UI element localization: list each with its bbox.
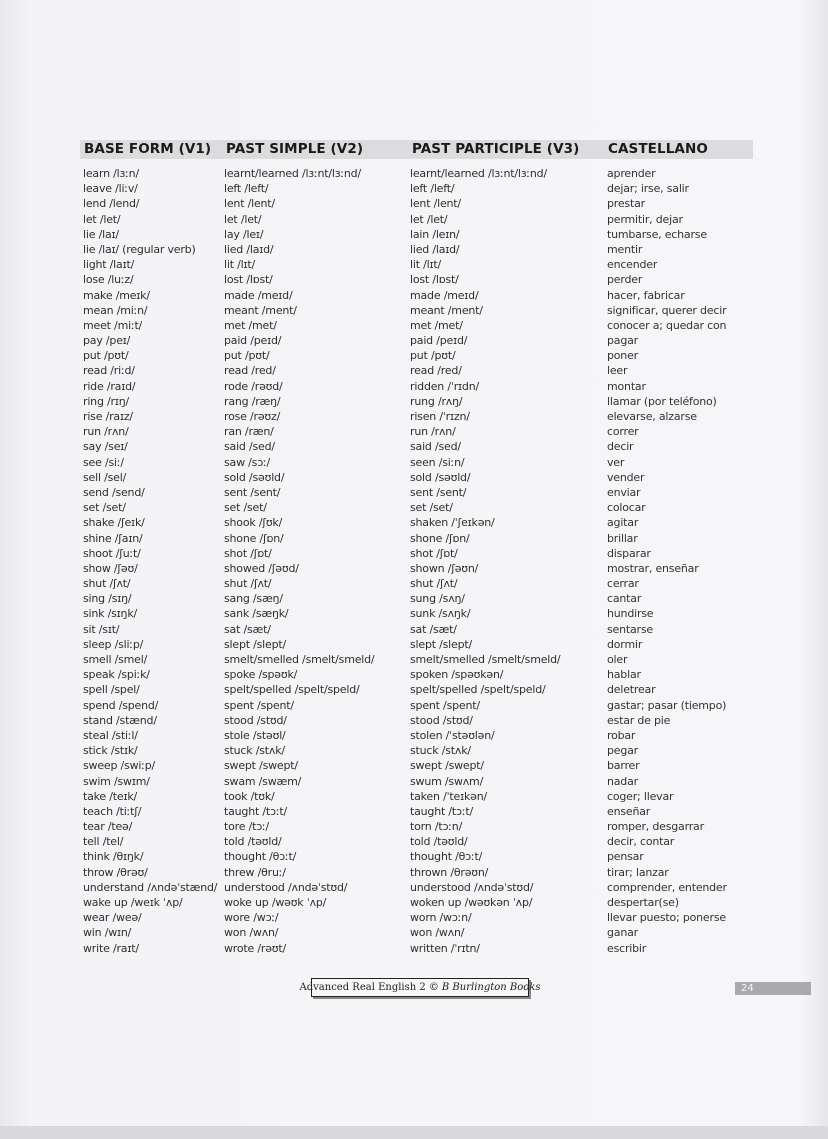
- base-form-cell: tell /tel/: [83, 835, 124, 849]
- base-form-cell: write /raɪt/: [83, 941, 139, 955]
- past-simple-cell: paid /peɪd/: [224, 334, 282, 348]
- castellano-cell: oler: [607, 653, 628, 666]
- past-participle-cell: lied /laɪd/: [410, 242, 460, 256]
- table-row: [0, 288, 828, 303]
- table-row: [0, 348, 828, 363]
- table-row: [0, 698, 828, 713]
- base-form-cell: shut /ʃʌt/: [83, 577, 131, 591]
- base-form-cell: put /pʊt/: [83, 349, 129, 363]
- past-simple-cell: took /tʊk/: [224, 789, 275, 803]
- past-simple-cell: thought /θɔːt/: [224, 850, 297, 864]
- past-participle-cell: taught /tɔːt/: [410, 804, 473, 818]
- table-row: [0, 212, 828, 227]
- past-simple-cell: threw /θruː/: [224, 865, 286, 879]
- table-row: [0, 606, 828, 621]
- past-participle-cell: spelt/spelled /spelt/speld/: [410, 683, 546, 697]
- castellano-cell: perder: [607, 273, 643, 287]
- past-simple-cell: rose /rəʊz/: [224, 410, 281, 423]
- base-form-cell: win /wɪn/: [83, 926, 132, 940]
- table-row: [0, 637, 828, 652]
- table-row: [0, 804, 828, 819]
- base-form-cell: ride /raɪd/: [83, 379, 136, 393]
- castellano-cell: tumbarse, echarse: [607, 227, 707, 241]
- castellano-cell: conocer a; quedar con: [607, 318, 727, 332]
- past-participle-cell: learnt/learned /lɜːnt/lɜːnd/: [410, 167, 547, 180]
- past-participle-cell: met /met/: [410, 318, 463, 332]
- past-simple-cell: won /wʌn/: [224, 926, 279, 940]
- past-simple-cell: lied /laɪd/: [224, 242, 274, 256]
- base-form-cell: lose /luːz/: [83, 273, 134, 287]
- past-participle-cell: seen /siːn/: [410, 455, 465, 469]
- past-simple-cell: stuck /stʌk/: [224, 744, 285, 758]
- table-row: [0, 242, 828, 257]
- table-row: [0, 789, 828, 804]
- past-simple-cell: understood /ʌndəˈstʊd/: [224, 880, 348, 894]
- base-form-cell: sink /sɪŋk/: [83, 607, 137, 621]
- table-row: [0, 196, 828, 211]
- past-participle-cell: worn /wɔːn/: [410, 911, 472, 925]
- past-simple-cell: let /let/: [224, 212, 262, 226]
- past-simple-cell: sank /sæŋk/: [224, 607, 289, 621]
- base-form-cell: lie /laɪ/ (regular verb): [83, 242, 196, 256]
- past-simple-cell: told /təʊld/: [224, 835, 282, 849]
- past-participle-cell: won /wʌn/: [410, 926, 465, 940]
- castellano-cell: robar: [607, 728, 636, 742]
- castellano-cell: mostrar, enseñar: [607, 561, 699, 575]
- castellano-cell: barrer: [607, 759, 640, 773]
- past-participle-cell: sent /sent/: [410, 485, 467, 499]
- book-credit: [299, 978, 541, 997]
- table-row: [0, 667, 828, 682]
- table-row: [0, 622, 828, 637]
- past-simple-cell: lost /lɒst/: [224, 273, 273, 287]
- book-title: Advanced Real English 2 ©: [299, 982, 439, 993]
- past-participle-cell: torn /tɔːn/: [410, 820, 463, 834]
- header-base-form: BASE FORM (V1): [84, 141, 212, 157]
- castellano-cell: decir: [607, 440, 634, 454]
- table-row: [0, 910, 828, 925]
- past-participle-cell: shown /ʃəʊn/: [410, 561, 479, 575]
- base-form-cell: stick /stɪk/: [83, 744, 138, 758]
- castellano-cell: sentarse: [607, 622, 653, 636]
- base-form-cell: smell /smel/: [83, 653, 148, 666]
- castellano-cell: dejar; irse, salir: [607, 182, 689, 196]
- castellano-cell: comprender, entender: [607, 880, 727, 894]
- past-simple-cell: wore /wɔː/: [224, 911, 279, 925]
- past-simple-cell: spoke /spəʊk/: [224, 668, 298, 682]
- table-row: [0, 409, 828, 424]
- castellano-cell: coger; llevar: [607, 789, 674, 803]
- past-simple-cell: learnt/learned /lɜːnt/lɜːnd/: [224, 167, 361, 180]
- past-simple-cell: said /sed/: [224, 440, 275, 454]
- past-simple-cell: shone /ʃɒn/: [224, 531, 284, 545]
- table-row: [0, 849, 828, 864]
- past-participle-cell: spent /spent/: [410, 698, 480, 712]
- past-participle-cell: lent /lent/: [410, 197, 461, 211]
- castellano-cell: ver: [607, 455, 625, 469]
- table-row: [0, 865, 828, 880]
- base-form-cell: wake up /weɪk ˈʌp/: [83, 896, 183, 909]
- table-row: [0, 531, 828, 546]
- table-row: [0, 591, 828, 606]
- past-simple-cell: meant /ment/: [224, 303, 297, 317]
- castellano-cell: despertar(se): [607, 896, 679, 909]
- past-simple-cell: sat /sæt/: [224, 622, 271, 636]
- past-participle-cell: meant /ment/: [410, 303, 483, 317]
- base-form-cell: spell /spel/: [83, 683, 140, 697]
- past-simple-cell: shook /ʃʊk/: [224, 516, 283, 530]
- base-form-cell: lend /lend/: [83, 197, 140, 211]
- castellano-cell: leer: [607, 364, 628, 378]
- table-row: [0, 758, 828, 773]
- base-form-cell: teach /tiːtʃ/: [83, 804, 142, 818]
- base-form-cell: spend /spend/: [83, 698, 159, 712]
- castellano-cell: poner: [607, 349, 638, 363]
- table-row: [0, 227, 828, 242]
- table-row: [0, 774, 828, 789]
- castellano-cell: disparar: [607, 546, 651, 560]
- castellano-cell: enviar: [607, 485, 641, 499]
- castellano-cell: encender: [607, 258, 658, 272]
- table-row: [0, 455, 828, 470]
- castellano-cell: montar: [607, 379, 646, 393]
- base-form-cell: speak /spiːk/: [83, 668, 150, 682]
- past-simple-cell: left /left/: [224, 182, 269, 196]
- past-participle-cell: slept /slept/: [410, 637, 473, 651]
- past-participle-cell: swum /swʌm/: [410, 774, 484, 788]
- table-row: [0, 166, 828, 181]
- past-participle-cell: shaken /ˈʃeɪkən/: [410, 516, 495, 530]
- past-participle-cell: paid /peɪd/: [410, 334, 468, 348]
- castellano-cell: pensar: [607, 850, 644, 864]
- past-participle-cell: stood /stʊd/: [410, 713, 473, 727]
- past-simple-cell: shut /ʃʌt/: [224, 577, 272, 591]
- publisher: B Burlington Books: [441, 982, 541, 993]
- castellano-cell: enseñar: [607, 804, 651, 818]
- base-form-cell: wear /weə/: [83, 911, 142, 925]
- castellano-cell: correr: [607, 425, 639, 439]
- past-simple-cell: showed /ʃəʊd/: [224, 561, 299, 575]
- base-form-cell: sweep /swiːp/: [83, 759, 156, 773]
- past-participle-cell: lit /lɪt/: [410, 258, 441, 272]
- castellano-cell: hundirse: [607, 607, 654, 621]
- base-form-cell: run /rʌn/: [83, 425, 129, 439]
- table-row: [0, 682, 828, 697]
- table-row: [0, 546, 828, 561]
- base-form-cell: show /ʃəʊ/: [83, 561, 138, 575]
- base-form-cell: light /laɪt/: [83, 258, 135, 272]
- castellano-cell: romper, desgarrar: [607, 820, 704, 834]
- base-form-cell: tear /teə/: [83, 820, 133, 834]
- base-form-cell: leave /liːv/: [83, 182, 138, 196]
- base-form-cell: ring /rɪŋ/: [83, 394, 130, 408]
- table-row: [0, 576, 828, 591]
- past-simple-cell: stole /stəʊl/: [224, 728, 286, 742]
- base-form-cell: see /siː/: [83, 455, 124, 469]
- castellano-cell: elevarse, alzarse: [607, 410, 697, 423]
- table-row: [0, 941, 828, 956]
- past-participle-cell: said /sed/: [410, 440, 461, 454]
- castellano-cell: mentir: [607, 242, 643, 256]
- table-row: [0, 257, 828, 272]
- table-row: [0, 713, 828, 728]
- base-form-cell: sleep /sliːp/: [83, 637, 144, 651]
- castellano-cell: deletrear: [607, 683, 656, 697]
- castellano-cell: pagar: [607, 334, 638, 348]
- base-form-cell: shoot /ʃuːt/: [83, 546, 141, 560]
- table-row: [0, 424, 828, 439]
- past-simple-cell: taught /tɔːt/: [224, 804, 287, 818]
- castellano-cell: hablar: [607, 668, 641, 682]
- table-row: [0, 303, 828, 318]
- past-simple-cell: put /pʊt/: [224, 349, 270, 363]
- past-simple-cell: swam /swæm/: [224, 774, 302, 788]
- past-simple-cell: made /meɪd/: [224, 288, 293, 302]
- castellano-cell: escribir: [607, 941, 647, 955]
- past-participle-cell: sold /səʊld/: [410, 470, 471, 484]
- past-simple-cell: lent /lent/: [224, 197, 275, 211]
- past-participle-cell: set /set/: [410, 501, 453, 515]
- past-participle-cell: run /rʌn/: [410, 425, 456, 439]
- past-simple-cell: slept /slept/: [224, 637, 287, 651]
- base-form-cell: sit /sɪt/: [83, 622, 120, 636]
- past-simple-cell: smelt/smelled /smelt/smeld/: [224, 653, 375, 666]
- base-form-cell: throw /θrəʊ/: [83, 865, 148, 879]
- past-simple-cell: woke up /wəʊk ˈʌp/: [224, 896, 327, 909]
- base-form-cell: make /meɪk/: [83, 288, 150, 302]
- table-row: [0, 272, 828, 287]
- past-simple-cell: wrote /rəʊt/: [224, 941, 286, 955]
- castellano-cell: vender: [607, 470, 645, 484]
- past-participle-cell: shone /ʃɒn/: [410, 531, 470, 545]
- past-participle-cell: taken /ˈteɪkən/: [410, 789, 487, 803]
- base-form-cell: understand /ʌndəˈstænd/: [83, 880, 218, 894]
- castellano-cell: pegar: [607, 744, 638, 758]
- table-row: [0, 379, 828, 394]
- castellano-cell: llevar puesto; ponerse: [607, 911, 726, 925]
- base-form-cell: say /seɪ/: [83, 440, 128, 454]
- past-participle-cell: made /meɪd/: [410, 288, 479, 302]
- past-simple-cell: ran /ræn/: [224, 425, 274, 439]
- castellano-cell: decir, contar: [607, 835, 675, 849]
- castellano-cell: nadar: [607, 774, 638, 788]
- base-form-cell: shake /ʃeɪk/: [83, 516, 145, 530]
- past-simple-cell: lit /lɪt/: [224, 258, 255, 272]
- base-form-cell: rise /raɪz/: [83, 410, 133, 423]
- header-past-simple: PAST SIMPLE (V2): [226, 141, 364, 157]
- past-simple-cell: swept /swept/: [224, 759, 298, 773]
- past-participle-cell: understood /ʌndəˈstʊd/: [410, 880, 534, 894]
- base-form-cell: think /θɪŋk/: [83, 850, 144, 864]
- base-form-cell: sing /sɪŋ/: [83, 592, 132, 606]
- base-form-cell: mean /miːn/: [83, 303, 148, 317]
- past-participle-cell: sunk /sʌŋk/: [410, 607, 471, 621]
- past-participle-cell: thrown /θrəʊn/: [410, 865, 489, 879]
- header-past-participle: PAST PARTICIPLE (V3): [412, 141, 580, 157]
- table-row: [0, 181, 828, 196]
- past-simple-cell: read /red/: [224, 364, 276, 378]
- past-participle-cell: lain /leɪn/: [410, 227, 460, 241]
- past-simple-cell: tore /tɔː/: [224, 820, 270, 834]
- past-simple-cell: set /set/: [224, 501, 267, 515]
- past-participle-cell: thought /θɔːt/: [410, 850, 483, 864]
- table-row: [0, 333, 828, 348]
- castellano-cell: cerrar: [607, 577, 639, 591]
- base-form-cell: steal /stiːl/: [83, 728, 138, 742]
- past-participle-cell: sung /sʌŋ/: [410, 592, 465, 606]
- table-row: [0, 895, 828, 910]
- past-participle-cell: shot /ʃɒt/: [410, 546, 458, 560]
- table-row: [0, 394, 828, 409]
- past-participle-cell: ridden /ˈrɪdn/: [410, 379, 479, 393]
- past-simple-cell: saw /sɔː/: [224, 455, 271, 469]
- base-form-cell: pay /peɪ/: [83, 334, 131, 348]
- castellano-cell: prestar: [607, 197, 645, 211]
- base-form-cell: meet /miːt/: [83, 318, 143, 332]
- table-row: [0, 819, 828, 834]
- base-form-cell: lie /laɪ/: [83, 227, 119, 241]
- castellano-cell: gastar; pasar (tiempo): [607, 698, 727, 712]
- past-participle-cell: smelt/smelled /smelt/smeld/: [410, 653, 561, 666]
- table-row: [0, 880, 828, 895]
- past-participle-cell: left /left/: [410, 182, 455, 196]
- past-simple-cell: spelt/spelled /spelt/speld/: [224, 683, 360, 697]
- base-form-cell: take /teɪk/: [83, 789, 138, 803]
- past-participle-cell: swept /swept/: [410, 759, 484, 773]
- base-form-cell: read /riːd/: [83, 364, 135, 378]
- table-row: [0, 470, 828, 485]
- past-simple-cell: spent /spent/: [224, 698, 294, 712]
- castellano-cell: cantar: [607, 592, 642, 606]
- past-simple-cell: sent /sent/: [224, 485, 281, 499]
- header-castellano: CASTELLANO: [608, 141, 708, 157]
- past-simple-cell: rode /rəʊd/: [224, 379, 283, 393]
- table-row: [0, 500, 828, 515]
- past-simple-cell: rang /ræŋ/: [224, 394, 281, 408]
- past-participle-cell: stuck /stʌk/: [410, 744, 471, 758]
- castellano-cell: colocar: [607, 501, 646, 515]
- base-form-cell: let /let/: [83, 212, 121, 226]
- castellano-cell: brillar: [607, 531, 638, 545]
- castellano-cell: dormir: [607, 637, 643, 651]
- table-row: [0, 561, 828, 576]
- castellano-cell: tirar; lanzar: [607, 865, 669, 879]
- past-simple-cell: sold /səʊld/: [224, 470, 285, 484]
- table-row: [0, 834, 828, 849]
- base-form-cell: shine /ʃaɪn/: [83, 531, 143, 545]
- castellano-cell: hacer, fabricar: [607, 288, 685, 302]
- base-form-cell: set /set/: [83, 501, 126, 515]
- table-row: [0, 728, 828, 743]
- base-form-cell: send /send/: [83, 485, 145, 499]
- past-simple-cell: stood /stʊd/: [224, 713, 287, 727]
- castellano-cell: ganar: [607, 926, 638, 940]
- page-number: 24: [735, 982, 811, 995]
- base-form-cell: swim /swɪm/: [83, 774, 150, 788]
- past-participle-cell: read /red/: [410, 364, 462, 378]
- past-simple-cell: sang /sæŋ/: [224, 592, 283, 606]
- past-participle-cell: written /ˈrɪtn/: [410, 941, 480, 955]
- base-form-cell: sell /sel/: [83, 470, 127, 484]
- past-participle-cell: put /pʊt/: [410, 349, 456, 363]
- castellano-cell: agitar: [607, 516, 639, 530]
- past-participle-cell: woken up /wəʊkən ˈʌp/: [410, 896, 533, 909]
- past-participle-cell: lost /lɒst/: [410, 273, 459, 287]
- past-simple-cell: shot /ʃɒt/: [224, 546, 272, 560]
- base-form-cell: learn /lɜːn/: [83, 167, 139, 180]
- past-participle-cell: spoken /spəʊkən/: [410, 668, 504, 682]
- table-row: [0, 439, 828, 454]
- castellano-cell: estar de pie: [607, 713, 671, 727]
- table-row: [0, 743, 828, 758]
- past-participle-cell: sat /sæt/: [410, 622, 457, 636]
- past-simple-cell: lay /leɪ/: [224, 227, 264, 241]
- base-form-cell: stand /stænd/: [83, 713, 157, 727]
- castellano-cell: permitir, dejar: [607, 212, 683, 226]
- verb-table: [0, 166, 828, 956]
- past-participle-cell: stolen /ˈstəʊlən/: [410, 728, 495, 742]
- table-row: [0, 925, 828, 940]
- table-row: [0, 515, 828, 530]
- castellano-cell: significar, querer decir: [607, 303, 727, 317]
- past-simple-cell: met /met/: [224, 318, 277, 332]
- past-participle-cell: rung /rʌŋ/: [410, 394, 463, 408]
- table-row: [0, 363, 828, 378]
- past-participle-cell: risen /ˈrɪzn/: [410, 410, 470, 423]
- past-participle-cell: shut /ʃʌt/: [410, 577, 458, 591]
- castellano-cell: aprender: [607, 167, 656, 180]
- page-edge: [0, 1126, 828, 1139]
- past-participle-cell: let /let/: [410, 212, 448, 226]
- table-row: [0, 485, 828, 500]
- table-row: [0, 318, 828, 333]
- castellano-cell: llamar (por teléfono): [607, 394, 717, 408]
- table-row: [0, 652, 828, 667]
- past-participle-cell: told /təʊld/: [410, 835, 468, 849]
